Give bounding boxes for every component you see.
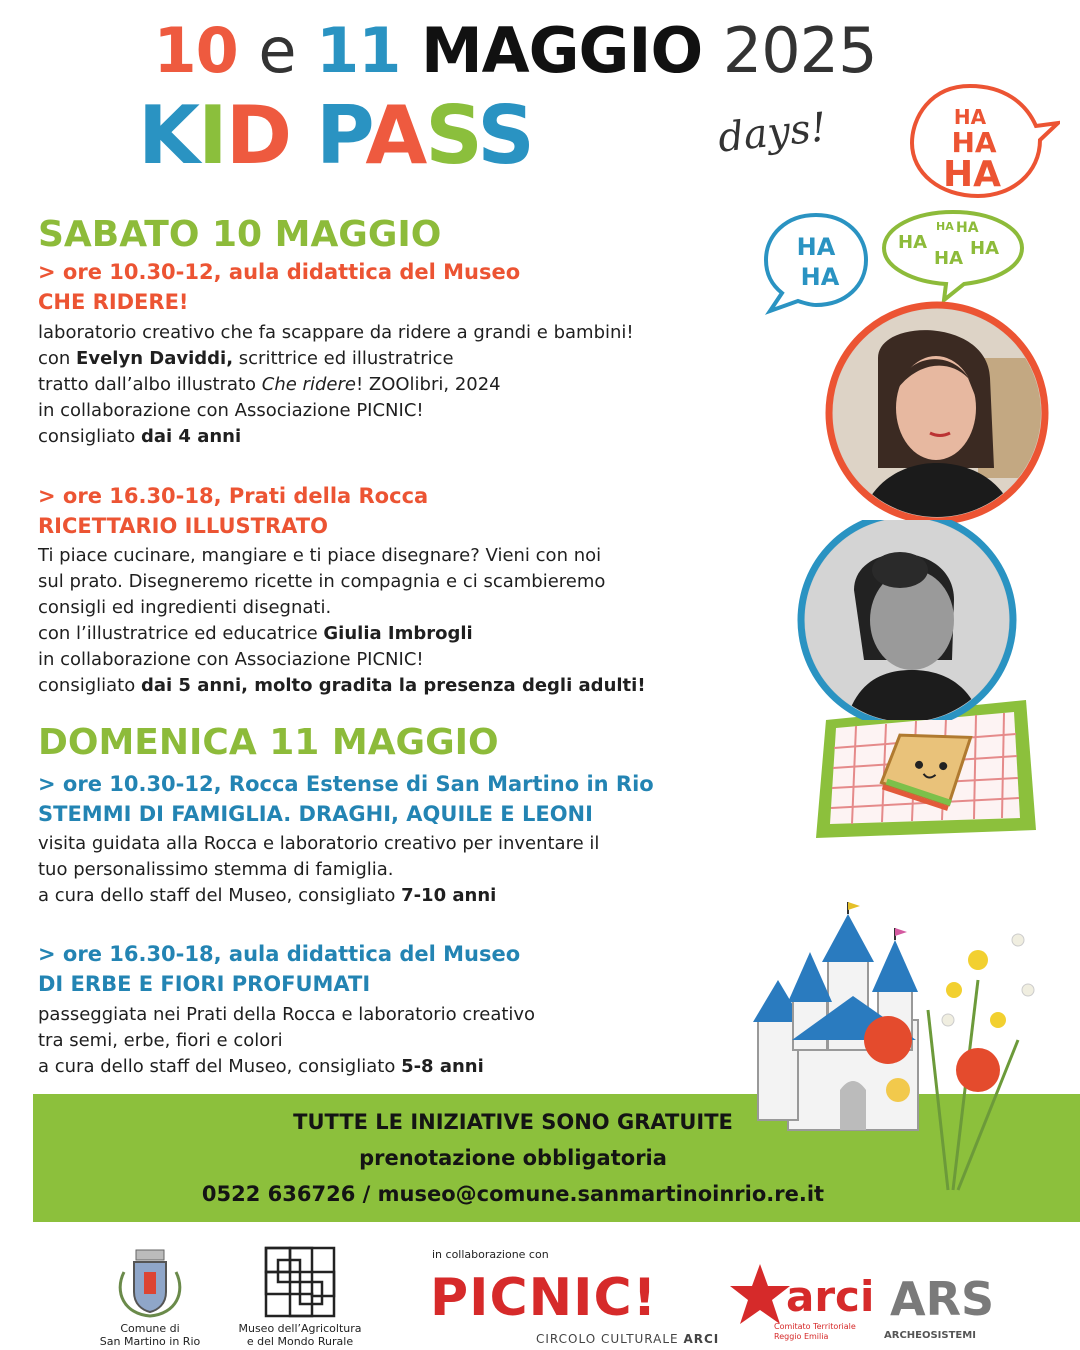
bubble-green-ha-5: HA <box>970 238 999 259</box>
event4-line2: tra semi, erbe, fiori e colori <box>38 1030 283 1051</box>
castle-flowers-illustration <box>748 900 1048 1200</box>
bubble-green-ha-1: HA <box>936 220 954 233</box>
event1-time: > ore 10.30-12, aula didattica del Museo <box>38 260 521 284</box>
portrait-evelyn-daviddi <box>818 298 1056 528</box>
laugh-bubble-large <box>900 78 1060 208</box>
picnic-blanket-icon <box>806 700 1036 840</box>
arci-subtitle <box>774 1322 856 1342</box>
event4-title: DI ERBE E FIORI PROFUMATI <box>38 972 371 996</box>
museo-line1: Museo dell’Agricoltura <box>238 1322 362 1335</box>
banner-free-events: TUTTE LE INIZIATIVE SONO GRATUITE <box>293 1110 733 1134</box>
event-dates-heading <box>0 14 1030 87</box>
event1-title: CHE RIDERE! <box>38 290 189 314</box>
event1-line1: laboratorio creativo che fa scappare da ridere a grandi e bambini! <box>38 322 634 343</box>
event4-line1: passeggiata nei Prati della Rocca e laboratorio creativo <box>38 1004 536 1025</box>
archeosistemi-caption: ARCHEOSISTEMI <box>884 1330 976 1341</box>
portrait-giulia-imbrogli <box>784 520 1030 720</box>
bubble-blue-ha-2: HA <box>800 263 840 291</box>
museo-line2: e del Mondo Rurale <box>246 1335 354 1348</box>
event4-description <box>38 1002 535 1080</box>
museo-logo-icon <box>264 1246 336 1318</box>
event2-line4: con l’illustratrice ed educatrice Giulia Imbrogli <box>38 623 473 644</box>
event3-line3: a cura dello staff del Museo, consigliato 7-10 anni <box>38 885 497 906</box>
event3-line1: visita guidata alla Rocca e laboratorio creativo per inventare il <box>38 833 600 854</box>
event1-line3: tratto dall’albo illustrato Che ridere! ZOOlibri, 2024 <box>38 374 501 395</box>
archeosistemi-logo: ARS <box>890 1272 995 1326</box>
comune-line1: Comune di <box>120 1322 180 1335</box>
event1-line2: con Evelyn Daviddi, scrittrice ed illustratrice <box>38 348 454 369</box>
comune-line2: San Martino in Rio <box>99 1335 201 1348</box>
laugh-bubble-green <box>878 206 1028 302</box>
event2-line1: Ti piace cucinare, mangiare e ti piace disegnare? Vieni con noi <box>38 545 602 566</box>
event2-title: RICETTARIO ILLUSTRATO <box>38 514 328 538</box>
sunday-heading: DOMENICA 11 MAGGIO <box>38 722 499 763</box>
bubble-green-ha-4: HA <box>934 248 963 269</box>
event3-time: > ore 10.30-12, Rocca Estense di San Martino in Rio <box>38 772 654 796</box>
day2-number: 11 <box>316 14 401 87</box>
event1-line4: in collaborazione con Associazione PICNIC! <box>38 400 424 421</box>
bubble-blue-ha-1: HA <box>796 233 836 261</box>
picnic-logo: PICNIC! <box>430 1268 658 1328</box>
picnic-subtitle: CIRCOLO CULTURALE ARCI <box>536 1332 720 1346</box>
event2-line3: consigli ed ingredienti disegnati. <box>38 597 332 618</box>
bubble-big-ha-1: HA <box>953 105 987 129</box>
day1-number: 10 <box>153 14 238 87</box>
event2-line6: consigliato dai 5 anni, molto gradita la presenza degli adulti! <box>38 675 646 696</box>
banner-booking-required: prenotazione obbligatoria <box>359 1146 667 1170</box>
event2-time: > ore 16.30-18, Prati della Rocca <box>38 484 429 508</box>
event4-line3: a cura dello staff del Museo, consigliato 5-8 anni <box>38 1056 484 1077</box>
event2-line2: sul prato. Disegneremo ricette in compagnia e ci scambieremo <box>38 571 606 592</box>
saturday-heading: SABATO 10 MAGGIO <box>38 214 442 255</box>
comune-caption <box>84 1322 216 1348</box>
event4-time: > ore 16.30-18, aula didattica del Museo <box>38 942 521 966</box>
arci-sub2: Reggio Emilia <box>774 1332 829 1341</box>
banner-contacts[interactable]: 0522 636726 / museo@comune.sanmartinoinrio.re.it <box>201 1182 825 1206</box>
bubble-big-ha-3: HA <box>943 154 1001 195</box>
collaboration-label: in collaborazione con <box>432 1248 549 1261</box>
event2-description <box>38 543 646 699</box>
arci-logo: arci <box>786 1272 875 1321</box>
brand-pass: PASS <box>316 89 533 182</box>
event3-title: STEMMI DI FAMIGLIA. DRAGHI, AQUILE E LEONI <box>38 802 593 826</box>
brand-days: days! <box>715 104 829 162</box>
event3-description <box>38 831 599 909</box>
bubble-big-ha-2: HA <box>951 126 997 159</box>
event1-line5: consigliato dai 4 anni <box>38 426 242 447</box>
comune-coat-of-arms-icon <box>114 1242 186 1320</box>
brand-kid: KID <box>138 89 291 182</box>
bubble-green-ha-3: HA <box>898 232 927 253</box>
conjunction: e <box>258 14 296 87</box>
museo-caption <box>234 1322 366 1348</box>
month: MAGGIO <box>420 14 703 87</box>
kid-pass-logo <box>138 89 533 182</box>
arci-sub1: Comitato Territoriale <box>774 1322 856 1331</box>
event3-line2: tuo personalissimo stemma di famiglia. <box>38 859 394 880</box>
event2-line5: in collaborazione con Associazione PICNIC! <box>38 649 424 670</box>
year: 2025 <box>722 14 877 87</box>
event1-description <box>38 320 634 450</box>
bubble-green-ha-2: HA <box>956 220 979 236</box>
